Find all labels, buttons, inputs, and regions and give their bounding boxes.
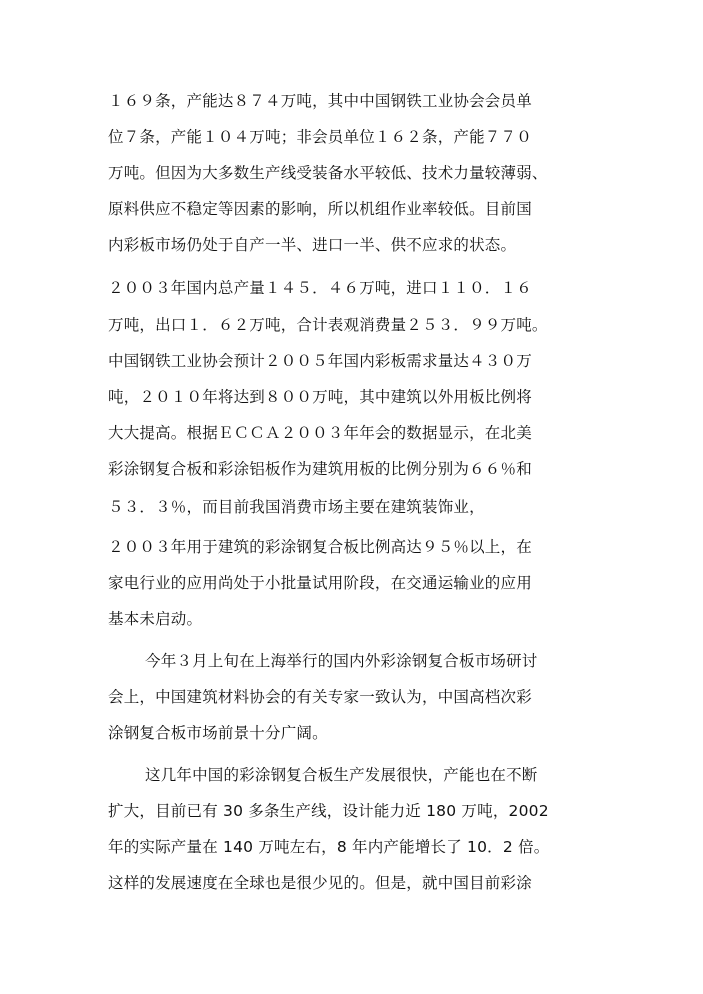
text-line: 大大提高。根据ＥＣＣＡ２００３年年会的数据显示，在北美 <box>108 424 532 442</box>
text-line: 中国钢铁工业协会预计２００５年国内彩板需求量达４３０万 <box>108 352 532 370</box>
text-line: 扩大，目前已有 30 多条生产线，设计能力近 180 万吨，2002 <box>108 802 549 820</box>
paragraph-first-line: 这几年中国的彩涂钢复合板生产发展很快，产能也在不断 <box>145 766 538 784</box>
text-line: 万吨。但因为大多数生产线受装备水平较低、技术力量较薄弱、 <box>108 164 548 182</box>
text-line: １６９条，产能达８７４万吨，其中中国钢铁工业协会会员单 <box>108 92 532 110</box>
text-line: ５３．３％，而目前我国消费市场主要在建筑装饰业， <box>108 498 485 516</box>
text-line: 基本未启动。 <box>108 610 203 628</box>
text-line: 这样的发展速度在全球也是很少见的。但是，就中国目前彩涂 <box>108 874 532 892</box>
text-line: 内彩板市场仍处于自产一半、进口一半、供不应求的状态。 <box>108 236 517 254</box>
text-line: 年的实际产量在 140 万吨左右，8 年内产能增长了 10．2 倍。 <box>108 838 550 856</box>
text-line: ２００３年用于建筑的彩涂钢复合板比例高达９５％以上，在 <box>108 538 532 556</box>
text-line: 会上，中国建筑材料协会的有关专家一致认为，中国高档次彩 <box>108 688 532 706</box>
text-line: 彩涂钢复合板和彩涂铝板作为建筑用板的比例分别为６６％和 <box>108 460 532 478</box>
text-line: 位７条，产能１０４万吨；非会员单位１６２条，产能７７０ <box>108 128 532 146</box>
text-line: 原料供应不稳定等因素的影响，所以机组作业率较低。目前国 <box>108 200 532 218</box>
paragraph-first-line: 今年３月上旬在上海举行的国内外彩涂钢复合板市场研讨 <box>145 652 538 670</box>
text-line: 吨，２０１０年将达到８００万吨，其中建筑以外用板比例将 <box>108 388 532 406</box>
text-line: 万吨，出口１．６２万吨，合计表观消费量２５３．９９万吨。 <box>108 316 548 334</box>
text-line: ２００３年国内总产量１４５．４６万吨，进口１１０．１６ <box>108 279 532 297</box>
text-line: 涂钢复合板市场前景十分广阔。 <box>108 724 328 742</box>
text-line: 家电行业的应用尚处于小批量试用阶段，在交通运输业的应用 <box>108 574 532 592</box>
